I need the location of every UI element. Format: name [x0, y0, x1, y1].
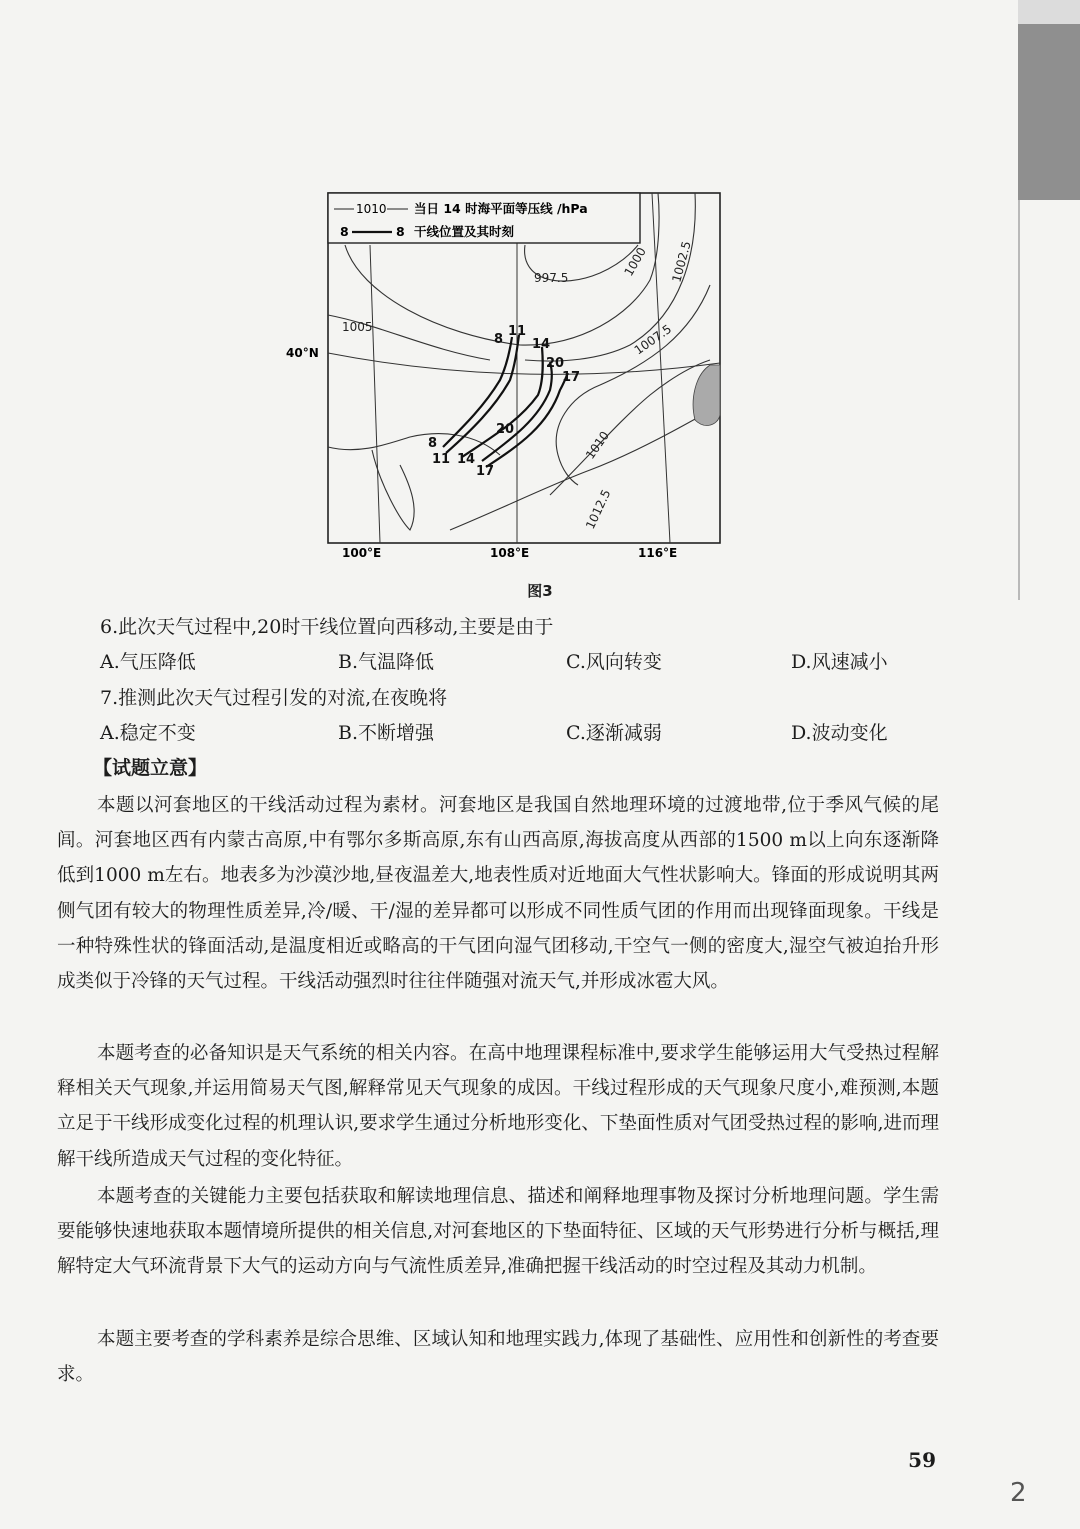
legend-isobar-desc: 当日 14 时海平面等压线 /hPa — [414, 201, 588, 216]
lat-label-40n: 40°N — [286, 346, 319, 360]
bohai-sea-shape — [693, 365, 720, 425]
time-label-s-11: 11 — [432, 452, 451, 467]
question-6-option-d: D.风速减小 — [791, 651, 888, 673]
isobar-label-997-5: 997.5 — [534, 271, 569, 285]
meridian-116e — [652, 193, 670, 543]
isobar-label-1007-5: 1007.5 — [631, 321, 675, 358]
time-label-s-17: 17 — [476, 464, 495, 479]
lon-label-116e: 116°E — [638, 546, 678, 560]
page-edge-line — [1018, 200, 1020, 600]
legend-dryline-right: 8 — [396, 224, 405, 239]
isobar-label-1000: 1000 — [621, 245, 649, 279]
question-7-stem: 7.推测此次天气过程引发的对流,在夜晚将 — [100, 687, 448, 709]
section-title: 【试题立意】 — [93, 757, 208, 779]
time-label-n-11: 11 — [508, 324, 527, 339]
paragraph-2: 本题考查的必备知识是天气系统的相关内容。在高中地理课程标准中,要求学生能够运用大气受热过程解释相关天气现象,并运用简易天气图,解释常见天气现象的成因。干线过程形成的天气现象尺度小,难预测,本题立足于干线形成变化过程的机理认识,要求学生通过分析地形变化、下垫面性质对气团受热过程的影响,进而理解干线所造成天气过程的变化特征。 — [57, 1043, 939, 1170]
weather-map-figure — [286, 185, 740, 575]
question-6-option-a: A.气压降低 — [100, 651, 196, 673]
question-7-option-a: A.稳定不变 — [100, 722, 196, 744]
legend-dryline-left: 8 — [340, 224, 349, 239]
time-label-s-14: 14 — [457, 452, 476, 467]
time-label-n-14: 14 — [532, 337, 551, 352]
page-edge-shadow — [1018, 0, 1080, 200]
question-6-option-b: B.气温降低 — [338, 651, 435, 673]
lon-label-108e: 108°E — [490, 546, 530, 560]
isobar-label-1002-5: 1002.5 — [669, 239, 694, 284]
isobar-label-1010: 1010 — [582, 428, 612, 462]
corner-number: 2 — [1010, 1478, 1027, 1508]
question-6-option-c: C.风向转变 — [566, 651, 662, 673]
question-7-option-d: D.波动变化 — [791, 722, 888, 744]
isobar-label-1005: 1005 — [342, 320, 373, 334]
legend-isobar-sample: 1010 — [356, 202, 387, 216]
dry-lines — [443, 335, 568, 467]
legend-dryline-desc: 干线位置及其时刻 — [414, 224, 515, 239]
question-7-option-c: C.逐渐减弱 — [566, 722, 662, 744]
question-7-option-b: B.不断增强 — [338, 722, 435, 744]
page-edge-highlight — [1018, 0, 1080, 24]
time-label-n-8: 8 — [494, 332, 504, 347]
question-6-stem: 6.此次天气过程中,20时干线位置向西移动,主要是由于 — [100, 616, 554, 638]
dryline-14 — [462, 347, 543, 457]
paragraph-4: 本题主要考查的学科素养是综合思维、区域认知和地理实践力,体现了基础性、应用性和创新性的考查要求。 — [57, 1329, 939, 1386]
isobar-1007-5 — [556, 285, 710, 485]
figure-caption: 图3 — [527, 582, 553, 600]
lon-label-100e: 100°E — [342, 546, 382, 560]
time-label-s-20: 20 — [496, 422, 515, 437]
time-label-n-20: 20 — [546, 356, 565, 371]
time-label-n-17: 17 — [562, 370, 581, 385]
isobar-labels — [342, 240, 694, 532]
page-number: 59 — [908, 1448, 936, 1472]
time-label-s-8: 8 — [428, 436, 438, 451]
paragraph-3: 本题考查的关键能力主要包括获取和解读地理信息、描述和阐释地理事物及探讨分析地理问题。学生需要能够快速地获取本题情境所提供的相关信息,对河套地区的下垫面特征、区域的天气形势进行分析与概括,理解特定大气环流背景下大气的运动方向与气流性质差异,准确把握干线活动的时空过程及其动力机制。 — [57, 1186, 939, 1278]
isobar-label-1012-5: 1012.5 — [583, 487, 614, 532]
meridian-100e — [370, 245, 380, 543]
paragraph-1: 本题以河套地区的干线活动过程为素材。河套地区是我国自然地理环境的过渡地带,位于季风气候的尾闾。河套地区西有内蒙古高原,中有鄂尔多斯高原,东有山西高原,海拔高度从西部的1500 m以上向东逐渐降低到1000 m左右。地表多为沙漠沙地,昼夜温差大,地表性质对近地面大气性状影响大。锋面的形成说明其两侧气团有较大的物理性质差异,冷/暖、干/湿的差异都可以形成不同性质气团的作用而出现锋面现象。干线是一种特殊性状的锋面活动,是温度相近或略高的干气团向湿气团移动,干空气一侧的密度大,湿空气被迫抬升形成类似于冷锋的天气过程。干线活动强烈时往往伴随强对流天气,并形成冰雹大风。 — [57, 795, 939, 993]
